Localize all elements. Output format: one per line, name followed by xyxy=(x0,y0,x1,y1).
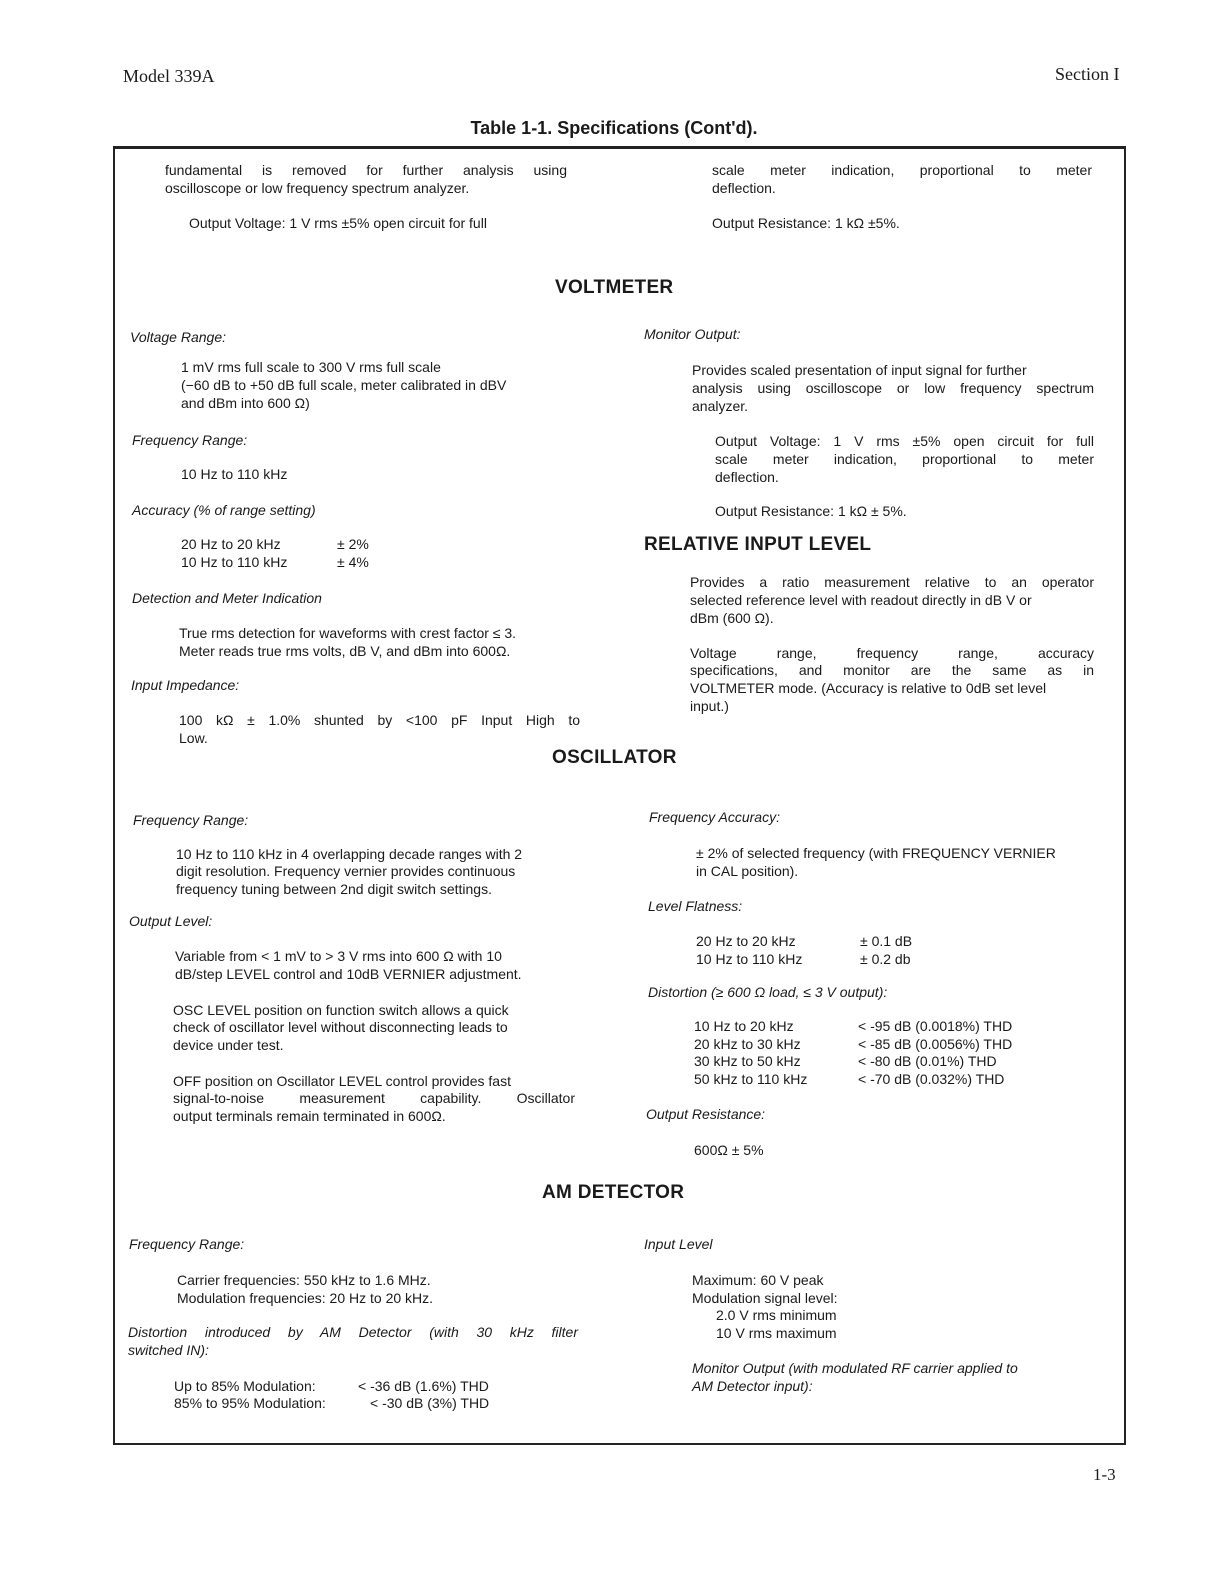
output-level-label: Output Level: xyxy=(129,913,213,929)
osc-level-line: device under test. xyxy=(173,1037,284,1053)
distortion-value: < -70 dB (0.032%) THD xyxy=(858,1071,1005,1087)
page-number: 1-3 xyxy=(1093,1465,1116,1484)
input-impedance-label: Input Impedance: xyxy=(131,677,240,693)
am-monitor-label: AM Detector input): xyxy=(692,1378,813,1394)
off-position-line: OFF position on Oscillator LEVEL control provides fast xyxy=(173,1073,511,1089)
am-distortion-value: < -36 dB (1.6%) THD xyxy=(358,1378,489,1394)
osc-level-line: check of oscillator level without disconnecting leads to xyxy=(173,1019,508,1035)
osc-output-resistance-value: 600Ω ± 5% xyxy=(694,1142,764,1158)
flatness-range: 10 Hz to 110 kHz xyxy=(696,951,803,967)
monitor-line: analysis using oscilloscope or low frequency spectrum xyxy=(692,380,1094,396)
signal-minimum: 2.0 V rms minimum xyxy=(716,1307,837,1323)
distortion-value: < -85 dB (0.0056%) THD xyxy=(858,1036,1013,1052)
osc-frequency-line: digit resolution. Frequency vernier provides continuous xyxy=(176,863,516,879)
detection-line: True rms detection for waveforms with crest factor ≤ 3. xyxy=(179,625,517,641)
am-distortion-value: < -30 dB (3%) THD xyxy=(370,1395,490,1411)
distortion-value: < -95 dB (0.0018%) THD xyxy=(858,1018,1013,1034)
off-position-line: signal-to-noise measurement capability. Oscillator xyxy=(173,1090,575,1106)
accuracy-row xyxy=(181,553,369,571)
input-impedance-line: Low. xyxy=(179,730,208,746)
voltage-range-line: (−60 dB to +50 dB full scale, meter calibrated in dBV xyxy=(181,377,507,393)
monitor-voltage-line: Output Voltage: 1 V rms ±5% open circuit for full xyxy=(715,433,1094,449)
accuracy-range: 10 Hz to 110 kHz xyxy=(181,554,288,570)
relative-input-heading: RELATIVE INPUT LEVEL xyxy=(644,534,872,555)
top-right-line2: deflection. xyxy=(712,180,776,196)
top-right-line1: scale meter indication, proportional to meter xyxy=(712,162,1092,178)
accuracy-value: ± 2% xyxy=(337,536,369,552)
frequency-range-label: Frequency Range: xyxy=(132,432,248,448)
monitor-output-label: Monitor Output: xyxy=(644,326,741,342)
frequency-accuracy-line: in CAL position). xyxy=(696,863,799,879)
monitor-voltage-line: deflection. xyxy=(715,469,779,485)
top-left-line2: oscilloscope or low frequency spectrum analyzer. xyxy=(165,180,470,196)
am-detector-heading: AM DETECTOR xyxy=(542,1182,685,1203)
osc-level-line: OSC LEVEL position on function switch allows a quick xyxy=(173,1002,509,1018)
distortion-range: 30 kHz to 50 kHz xyxy=(694,1053,801,1069)
monitor-line: analyzer. xyxy=(692,398,749,414)
relative-line: input.) xyxy=(690,698,729,714)
model-label: Model 339A xyxy=(123,66,215,86)
am-distortion-row xyxy=(174,1394,489,1412)
voltage-range-line: and dBm into 600 Ω) xyxy=(181,395,310,411)
modulation-signal-level: Modulation signal level: xyxy=(692,1290,838,1306)
distortion-label: Distortion (≥ 600 Ω load, ≤ 3 V output): xyxy=(648,984,888,1000)
distortion-row xyxy=(694,1035,1012,1053)
top-output-resistance: Output Resistance: 1 kΩ ±5%. xyxy=(712,215,900,231)
distortion-value: < -80 dB (0.01%) THD xyxy=(858,1053,997,1069)
voltage-range-line: 1 mV rms full scale to 300 V rms full scale xyxy=(181,359,441,375)
accuracy-value: ± 4% xyxy=(337,554,369,570)
distortion-range: 50 kHz to 110 kHz xyxy=(694,1071,808,1087)
voltage-range-label: Voltage Range: xyxy=(130,329,226,345)
distortion-row xyxy=(694,1017,1012,1035)
frequency-range-value: 10 Hz to 110 kHz xyxy=(181,466,288,482)
osc-frequency-line: 10 Hz to 110 kHz in 4 overlapping decade ranges with 2 xyxy=(176,846,523,862)
input-level-maximum: Maximum: 60 V peak xyxy=(692,1272,824,1288)
accuracy-range: 20 Hz to 20 kHz xyxy=(181,536,281,552)
top-left-line1: fundamental is removed for further analysis using xyxy=(165,162,567,178)
level-flatness-label: Level Flatness: xyxy=(648,898,743,914)
osc-output-resistance-label: Output Resistance: xyxy=(646,1106,766,1122)
osc-frequency-line: frequency tuning between 2nd digit switch settings. xyxy=(176,881,492,897)
off-position-line: output terminals remain terminated in 600Ω. xyxy=(173,1108,446,1124)
oscillator-heading: OSCILLATOR xyxy=(552,747,677,768)
flatness-value: ± 0.1 dB xyxy=(860,933,913,949)
detection-line: Meter reads true rms volts, dB V, and dBm into 600Ω. xyxy=(179,643,511,659)
output-level-line: Variable from < 1 mV to > 3 V rms into 600 Ω with 10 xyxy=(175,948,502,964)
input-impedance-line: 100 kΩ ± 1.0% shunted by <100 pF Input High to xyxy=(179,712,580,728)
relative-line: Provides a ratio measurement relative to an operator xyxy=(690,574,1094,590)
am-distortion-label: switched IN): xyxy=(128,1342,209,1358)
relative-line: VOLTMETER mode. (Accuracy is relative to 0dB set level xyxy=(690,680,1047,696)
distortion-row xyxy=(694,1052,997,1070)
accuracy-label: Accuracy (% of range setting) xyxy=(132,502,316,518)
flatness-row xyxy=(696,950,911,968)
relative-line: selected reference level with readout directly in dB V or xyxy=(690,592,1032,608)
flatness-row xyxy=(696,932,912,950)
am-distortion-row xyxy=(174,1377,489,1395)
modulation-frequencies: Modulation frequencies: 20 Hz to 20 kHz. xyxy=(177,1290,434,1306)
top-output-voltage: Output Voltage: 1 V rms ±5% open circuit for full xyxy=(189,215,487,231)
relative-line: specifications, and monitor are the same as in xyxy=(690,662,1094,678)
detection-label: Detection and Meter Indication xyxy=(132,590,322,606)
accuracy-row xyxy=(181,535,369,553)
am-distortion-label: Distortion introduced by AM Detector (with 30 kHz filter xyxy=(128,1324,578,1340)
signal-maximum: 10 V rms maximum xyxy=(716,1325,837,1341)
am-distortion-range: 85% to 95% Modulation: xyxy=(174,1395,326,1411)
distortion-range: 20 kHz to 30 kHz xyxy=(694,1036,801,1052)
distortion-range: 10 Hz to 20 kHz xyxy=(694,1018,794,1034)
frequency-accuracy-label: Frequency Accuracy: xyxy=(649,809,780,825)
relative-line: Voltage range, frequency range, accuracy xyxy=(690,645,1094,661)
relative-line: dBm (600 Ω). xyxy=(690,610,774,626)
monitor-voltage-line: scale meter indication, proportional to meter xyxy=(715,451,1094,467)
voltmeter-heading: VOLTMETER xyxy=(555,277,674,298)
table-title: Table 1-1. Specifications (Cont'd). xyxy=(470,118,758,138)
carrier-frequencies: Carrier frequencies: 550 kHz to 1.6 MHz. xyxy=(177,1272,431,1288)
input-level-label: Input Level xyxy=(644,1236,713,1252)
monitor-resistance: Output Resistance: 1 kΩ ± 5%. xyxy=(715,503,907,519)
am-distortion-range: Up to 85% Modulation: xyxy=(174,1378,316,1394)
section-label: Section I xyxy=(1055,64,1120,84)
am-frequency-range-label: Frequency Range: xyxy=(129,1236,245,1252)
monitor-line: Provides scaled presentation of input signal for further xyxy=(692,362,1027,378)
frequency-accuracy-line: ± 2% of selected frequency (with FREQUENCY VERNIER xyxy=(696,845,1056,861)
distortion-row xyxy=(694,1070,1004,1088)
flatness-value: ± 0.2 db xyxy=(860,951,911,967)
am-monitor-label: Monitor Output (with modulated RF carrier applied to xyxy=(692,1360,1018,1376)
osc-frequency-range-label: Frequency Range: xyxy=(133,812,249,828)
spec-table-frame xyxy=(113,146,1126,1445)
output-level-line: dB/step LEVEL control and 10dB VERNIER adjustment. xyxy=(175,966,522,982)
flatness-range: 20 Hz to 20 kHz xyxy=(696,933,796,949)
